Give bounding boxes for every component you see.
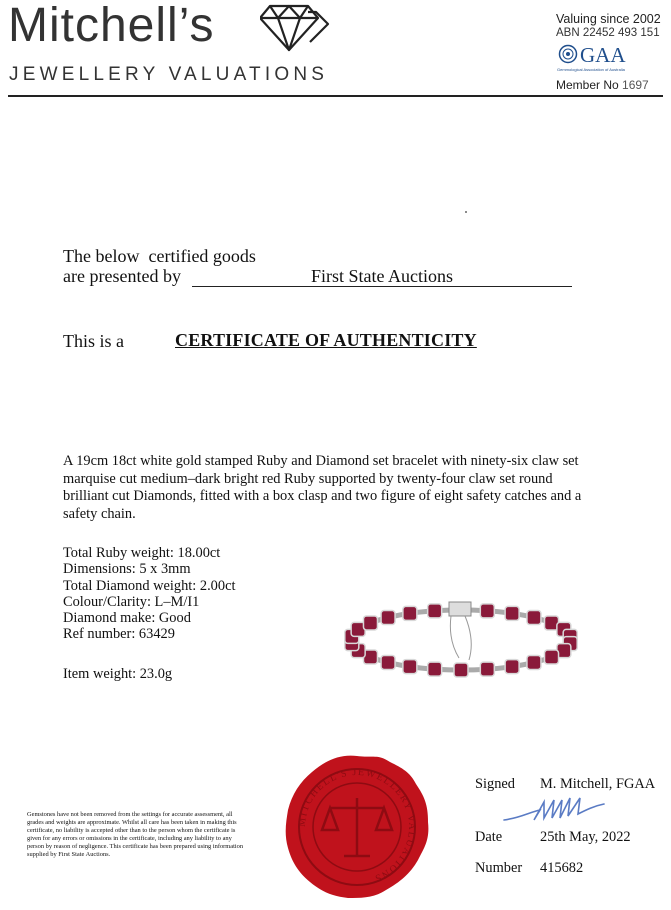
spec-diamond-weight: Total Diamond weight: 2.00ct	[63, 577, 236, 594]
spec-ref-number: Ref number: 63429	[63, 626, 175, 643]
ruby-stone	[381, 611, 395, 625]
spec-diamond-make: Diamond make: Good	[63, 610, 191, 627]
date-value: 25th May, 2022	[540, 829, 631, 845]
seal-text: MITCHELL'S JEWELLERY VALUATIONS	[296, 766, 418, 884]
diamond-logo-icon	[260, 2, 332, 54]
valuing-since: Valuing since 2002	[556, 12, 661, 26]
ruby-stone	[428, 604, 442, 618]
presenter-name: First State Auctions	[192, 266, 572, 287]
date-label: Date	[475, 829, 503, 845]
disclaimer-text: Gemstones have not been removed from the settings for accurate assessment, all grades and weights are approximate. Whilst all care has been taken in making this certificate, no liability is accepted other than to the person whom the certificate is given for any errors or omissions in the certificate, including any liability to any person by reason of negligence. This certificate has been prepared using information supplied by First State Auctions.	[27, 811, 244, 858]
spec-ruby-weight: Total Ruby weight: 18.00ct	[63, 545, 221, 561]
ruby-stone	[403, 606, 417, 620]
signer-name: M. Mitchell, FGAA	[540, 776, 656, 792]
certificate-number: 415682	[540, 860, 584, 876]
this-is-label: This is a	[63, 331, 124, 351]
header-divider	[8, 95, 663, 97]
ruby-stone	[363, 616, 377, 630]
wax-seal	[282, 752, 432, 902]
member-number-value: 1697	[622, 78, 649, 92]
signed-label: Signed	[475, 776, 515, 792]
ruby-stone	[403, 660, 417, 674]
abn-number: ABN 22452 493 151	[556, 27, 660, 39]
ruby-stone	[454, 663, 468, 677]
gaa-subtext: Gemmological Association of Australia	[557, 67, 625, 72]
number-label: Number	[475, 860, 523, 876]
ruby-stone	[505, 606, 519, 620]
bracelet-photo	[343, 600, 578, 680]
speck	[465, 211, 467, 213]
ruby-stone	[480, 662, 494, 676]
member-number	[556, 78, 649, 92]
item-weight: Item weight: 23.0g	[63, 666, 173, 682]
ruby-stone	[480, 604, 494, 618]
item-description: A 19cm 18ct white gold stamped Ruby and Diamond set bracelet with ninety-six claw set marquise cut medium–dark bright red Ruby supported by twenty-four claw set round brilliant cut Diamonds, fitted with a box clasp and two figure of eight safety catches and a safety chain.	[63, 453, 582, 522]
brand-subtitle: JEWELLERY VALUATIONS	[9, 64, 329, 85]
gaa-emblem-icon	[558, 44, 578, 64]
ruby-stone	[381, 655, 395, 669]
member-label: Member No	[556, 78, 619, 92]
ruby-stone	[428, 662, 442, 676]
specs-list	[63, 545, 235, 643]
bracelet-clasp	[449, 602, 471, 616]
spec-colour-clarity: Colour/Clarity: L–M/I1	[63, 593, 200, 610]
ruby-stone	[505, 660, 519, 674]
handwritten-signature	[500, 790, 610, 826]
intro-line-2: are presented by	[63, 266, 181, 286]
gaa-logo-text: GAA	[580, 43, 626, 67]
ruby-stone	[545, 650, 559, 664]
certificate-title: CERTIFICATE OF AUTHENTICITY	[175, 330, 477, 350]
spec-dimensions: Dimensions: 5 x 3mm	[63, 561, 191, 578]
ruby-stone	[527, 655, 541, 669]
intro-line-1: The below certified goods	[63, 246, 256, 266]
ruby-stone	[527, 611, 541, 625]
brand-name: Mitchell’s	[8, 0, 215, 52]
